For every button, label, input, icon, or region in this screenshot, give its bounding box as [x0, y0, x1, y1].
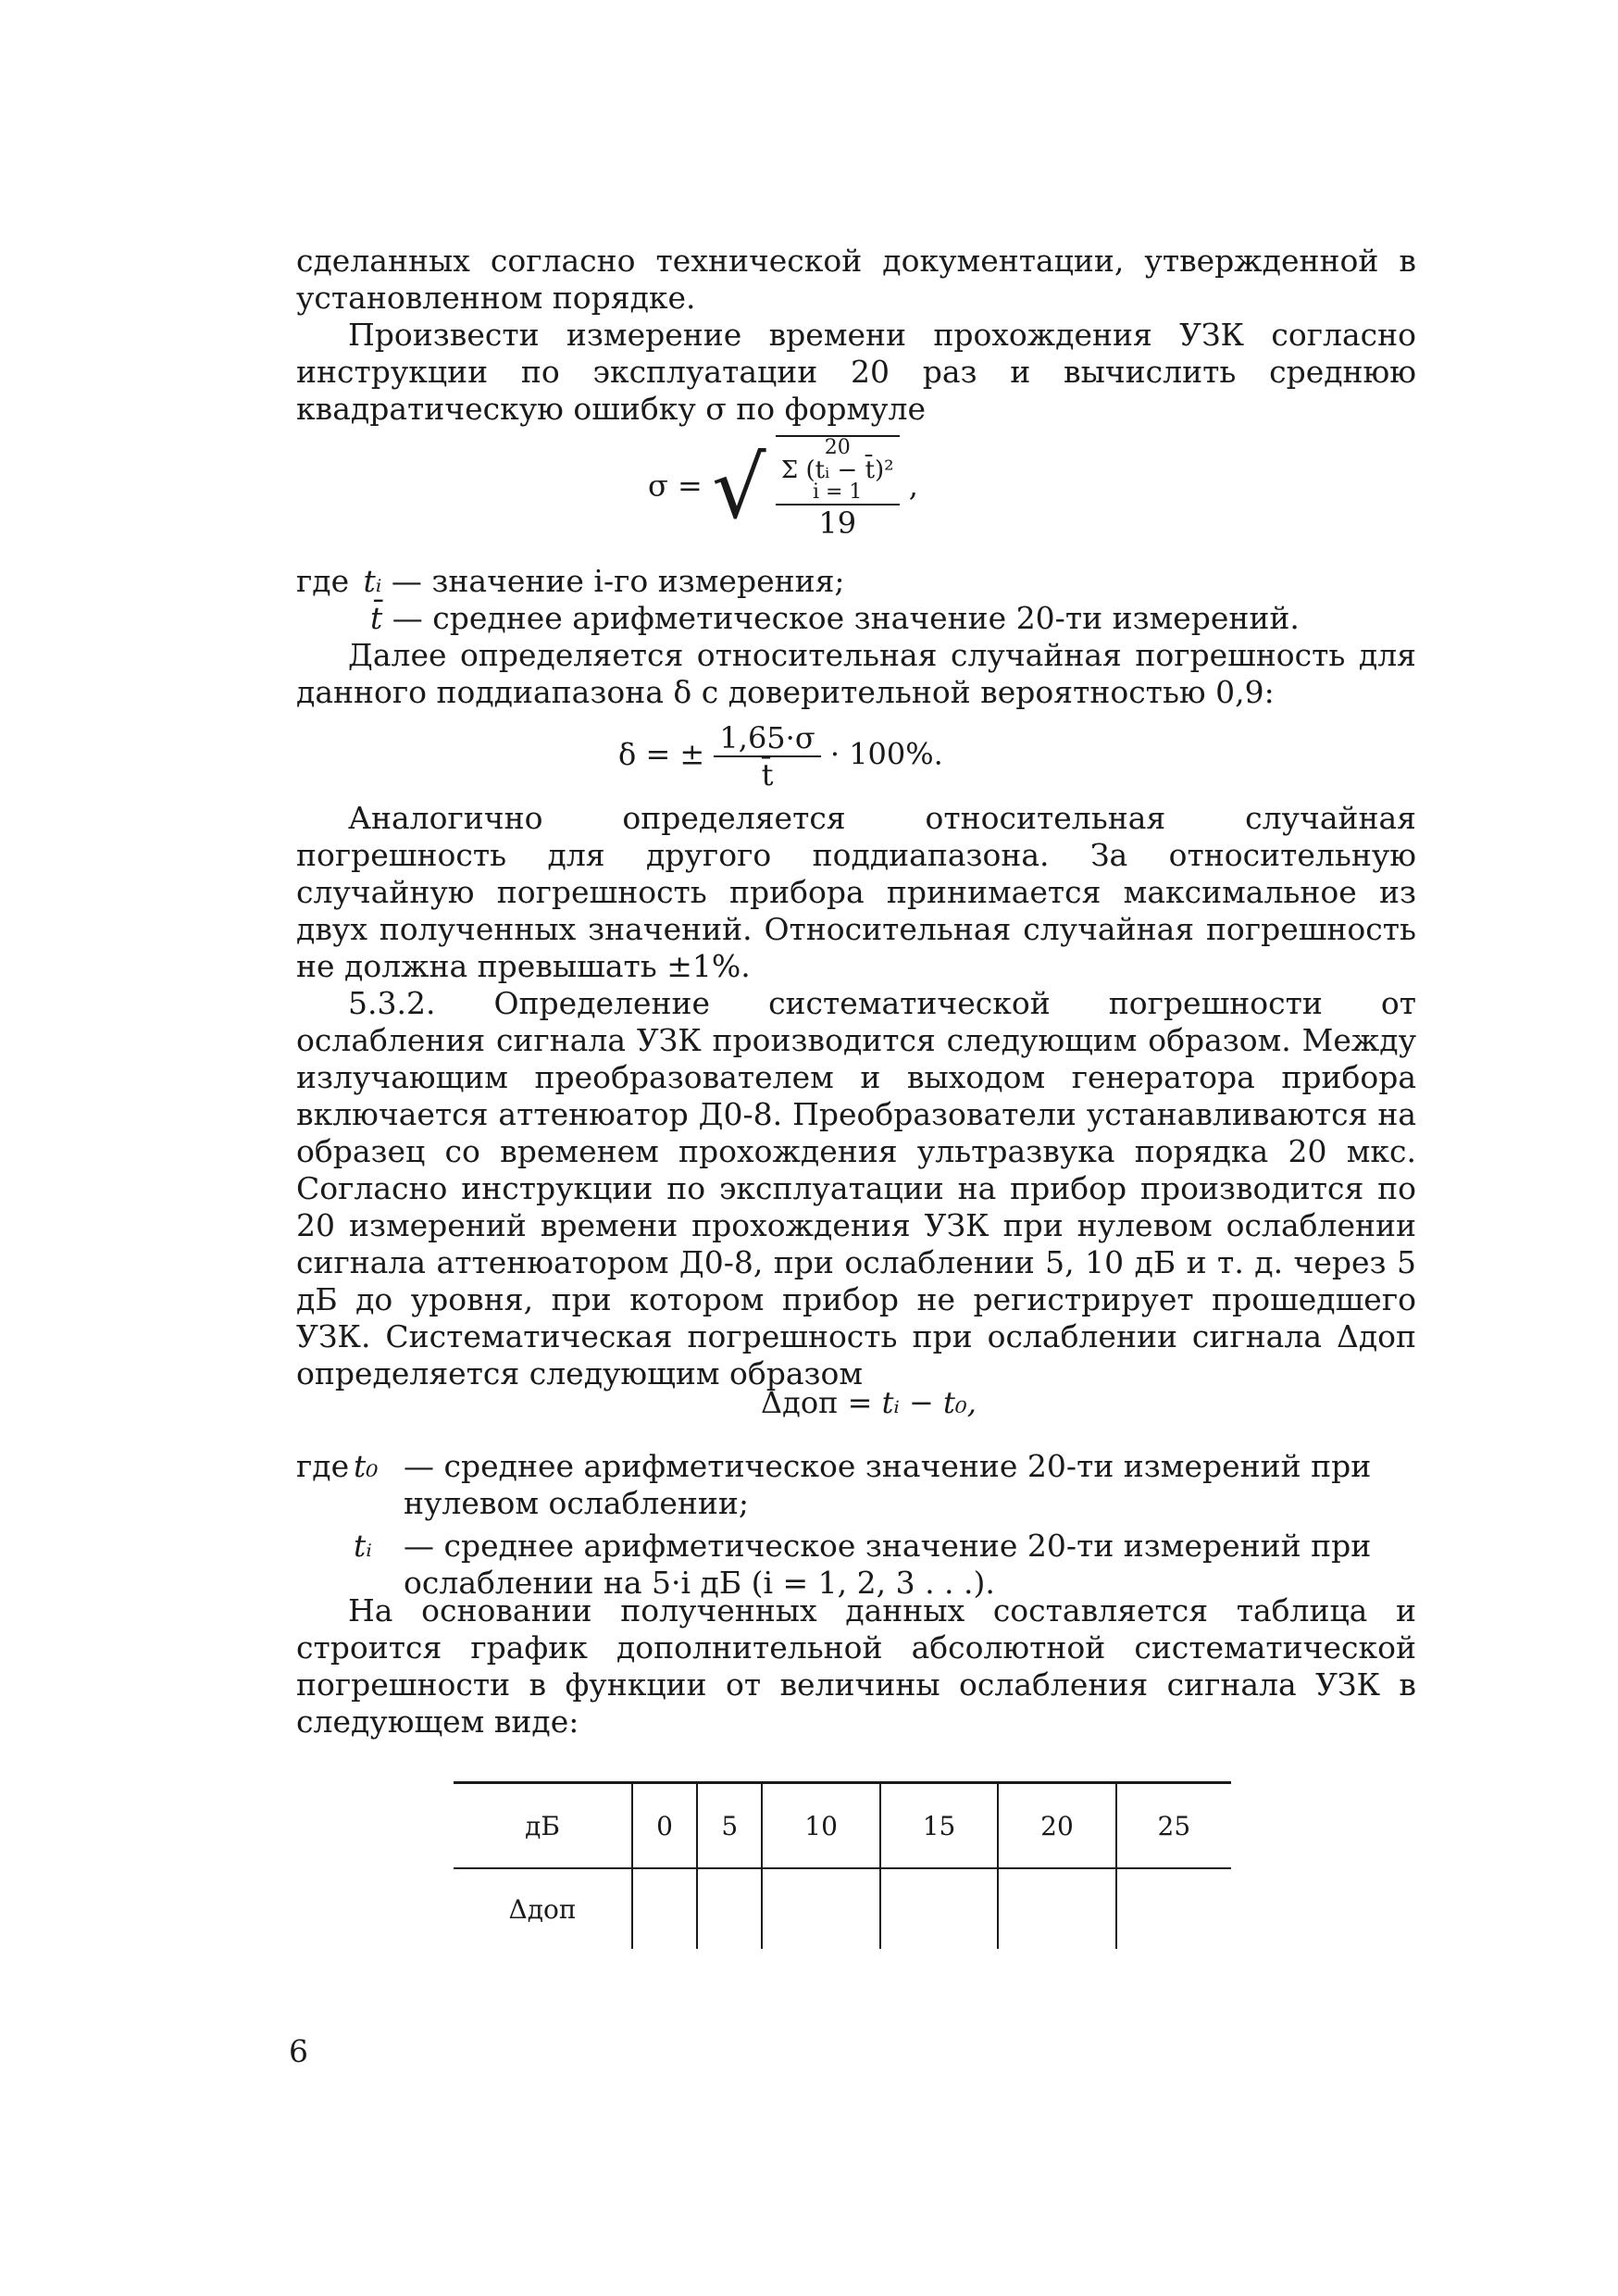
paragraph-6: На основании полученных данных составляется таблица и строится график дополнительной абсолютной систематической погрешности в функции от величины ослабления сигнала УЗК в следующем виде:	[296, 1592, 1416, 1740]
body-mid	[296, 637, 1416, 711]
body-bottom	[296, 1592, 1416, 1741]
definitions-2	[296, 1448, 1425, 1602]
table-header-cell: дБ	[525, 1810, 560, 1841]
sum-expression: Σ (tᵢ − t̄)²	[780, 456, 894, 484]
table-header-cell: 15	[880, 1783, 998, 1869]
table-header-cell: 10	[762, 1783, 879, 1869]
paragraph-5: 5.3.2. Определение систематической погрешности от ослабления сигнала УЗК производится следующим образом. Между излучающим преобразователем и выходом генератора прибора включается аттенюатор Д0-8. Преобразователи устанавливаются на образец со временем прохождения ультразвука порядка 20 мкс. Согласно инструкции по эксплуатации на прибор производится по 20 измерений времени прохождения УЗК при нулевом ослаблении сигнала аттенюатором Д0-8, при ослаблении 5, 10 дБ и т. д. через 5 дБ до уровня, при котором прибор не регистрирует прошедшего УЗК. Систематическая погрешность при ослаблении сигнала Δдоп определяется следующим образом	[296, 985, 1416, 1391]
paragraph-4: Аналогично определяется относительная случайная погрешность для другого поддиапазона. За относительную случайную погрешность прибора принимается максимальное из двух полученных значений. Относительная случайная погрешность не должна превышать ±1%.	[296, 800, 1416, 984]
body-top	[296, 243, 1416, 428]
table-header-cell: 5	[697, 1783, 762, 1869]
table-row-label: Δдоп	[508, 1893, 577, 1925]
table-header-cell: 0	[632, 1783, 697, 1869]
formula-sigma	[648, 435, 918, 541]
table-header-cell: 25	[1116, 1783, 1231, 1869]
definition-row: t̄ — среднее арифметическое значение 20-ти измерений.	[370, 600, 1300, 636]
formula-sigma-denominator: 19	[818, 505, 857, 541]
formula-delta-rhs: · 100%.	[829, 736, 943, 772]
paragraph-1: сделанных согласно технической документации, утвержденной в установленном порядке.	[296, 243, 1416, 316]
body-lower	[296, 800, 1416, 1392]
sum-upper-limit: 20	[824, 436, 851, 459]
formula-delta-dop	[761, 1385, 977, 1420]
formula-sigma-lhs: σ =	[648, 468, 703, 504]
formula-sigma-tail: ,	[908, 468, 918, 504]
table-cell	[697, 1868, 762, 1949]
paragraph-2: Произвести измерение времени прохождения УЗК согласно инструкции по эксплуатации 20 раз и вычислить среднюю квадратическую ошибку σ по формуле	[296, 317, 1416, 427]
formula-delta-dop-rhs: tᵢ − t₀,	[881, 1385, 977, 1420]
formula-delta	[618, 720, 943, 792]
formula-delta-dop-lhs: Δдоп =	[761, 1385, 873, 1420]
table-cell	[762, 1868, 879, 1949]
table-header-cell: 20	[998, 1783, 1115, 1869]
attenuation-table	[454, 1781, 1231, 1949]
formula-delta-fraction	[714, 720, 820, 792]
definition-row: tᵢ — среднее арифметическое значение 20-ти измерений при ослаблении на 5·i дБ (i = 1, 2, 3 . . .).	[354, 1528, 1372, 1601]
table-cell	[632, 1868, 697, 1949]
definition-row: где tᵢ — значение i-го измерения;	[296, 563, 845, 599]
sqrt-sign: √	[712, 438, 766, 538]
formula-delta-denominator: t̄	[761, 757, 774, 792]
paragraph-3: Далее определяется относительная случайная погрешность для данного поддиапазона δ с доверительной вероятностью 0,9:	[296, 637, 1416, 710]
page-number: 6	[289, 2033, 308, 2069]
formula-delta-numerator: 1,65·σ	[714, 720, 820, 757]
table-cell	[880, 1868, 998, 1949]
formula-delta-lhs: δ = ±	[618, 736, 705, 772]
table-cell	[1116, 1868, 1231, 1949]
table-header-row	[454, 1783, 1231, 1869]
formula-sigma-fraction	[776, 435, 900, 541]
table-cell	[998, 1868, 1115, 1949]
table-row	[454, 1868, 1231, 1949]
definitions-1	[296, 563, 1425, 637]
sum-lower-limit: i = 1	[812, 480, 863, 504]
definition-row: где t₀ — среднее арифметическое значение 20-ти измерений при нулевом ослаблении;	[296, 1448, 1372, 1521]
